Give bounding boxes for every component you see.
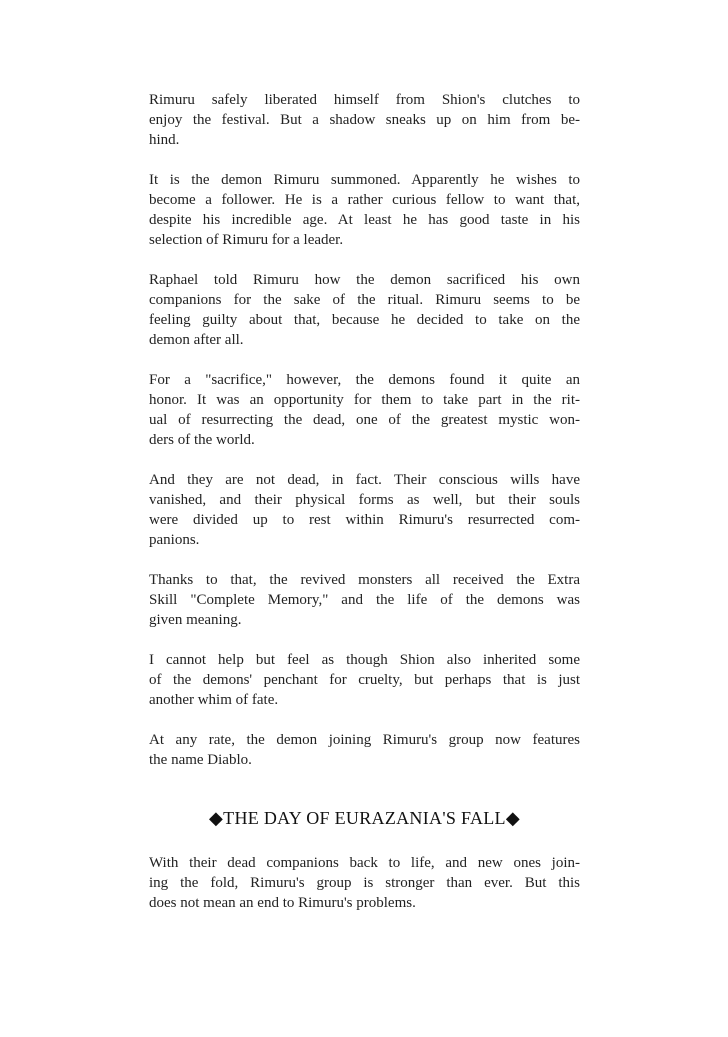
- text-line: become a follower. He is a rather curious fellow to want that,: [149, 192, 580, 208]
- text-line: Raphael told Rimuru how the demon sacrificed his own: [149, 272, 580, 288]
- text-line: despite his incredible age. At least he has good taste in his: [149, 212, 580, 228]
- text-line: given meaning.: [149, 612, 242, 628]
- paragraph: [149, 853, 580, 913]
- paragraph: [149, 170, 580, 250]
- text-line: And they are not dead, in fact. Their conscious wills have: [149, 472, 580, 488]
- text-line: I cannot help but feel as though Shion also inherited some: [149, 652, 580, 668]
- paragraph: [149, 270, 580, 350]
- text-line: ual of resurrecting the dead, one of the greatest mystic won-: [149, 412, 580, 428]
- text-line: panions.: [149, 532, 200, 548]
- paragraph: [149, 570, 580, 630]
- text-line: ing the fold, Rimuru's group is stronger than ever. But this: [149, 875, 580, 891]
- section-heading: ◆THE DAY OF EURAZANIA'S FALL◆: [209, 808, 520, 828]
- text-line: vanished, and their physical forms as well, but their souls: [149, 492, 580, 508]
- page-text-column: [149, 90, 580, 933]
- text-line: It is the demon Rimuru summoned. Apparently he wishes to: [149, 172, 580, 188]
- text-line: At any rate, the demon joining Rimuru's group now features: [149, 732, 580, 748]
- text-line: Skill "Complete Memory," and the life of the demons was: [149, 592, 580, 608]
- text-line: does not mean an end to Rimuru's problems.: [149, 895, 416, 911]
- paragraph: [149, 650, 580, 710]
- text-line: the name Diablo.: [149, 752, 252, 768]
- text-line: With their dead companions back to life, and new ones join-: [149, 855, 580, 871]
- paragraph: [149, 730, 580, 770]
- text-line: ders of the world.: [149, 432, 255, 448]
- text-line: honor. It was an opportunity for them to take part in the rit-: [149, 392, 580, 408]
- text-line: For a "sacrifice," however, the demons found it quite an: [149, 372, 580, 388]
- paragraph: [149, 470, 580, 550]
- text-line: selection of Rimuru for a leader.: [149, 232, 344, 248]
- text-line: enjoy the festival. But a shadow sneaks up on him from be-: [149, 112, 580, 128]
- text-line: another whim of fate.: [149, 692, 279, 708]
- text-line: Thanks to that, the revived monsters all received the Extra: [149, 572, 580, 588]
- text-line: Rimuru safely liberated himself from Shion's clutches to: [149, 92, 580, 108]
- text-line: hind.: [149, 132, 180, 148]
- text-line: were divided up to rest within Rimuru's resurrected com-: [149, 512, 580, 528]
- text-line: of the demons' penchant for cruelty, but perhaps that is just: [149, 672, 580, 688]
- text-line: demon after all.: [149, 332, 244, 348]
- text-line: companions for the sake of the ritual. Rimuru seems to be: [149, 292, 580, 308]
- paragraph: [149, 370, 580, 450]
- paragraph: [149, 90, 580, 150]
- text-line: feeling guilty about that, because he decided to take on the: [149, 312, 580, 328]
